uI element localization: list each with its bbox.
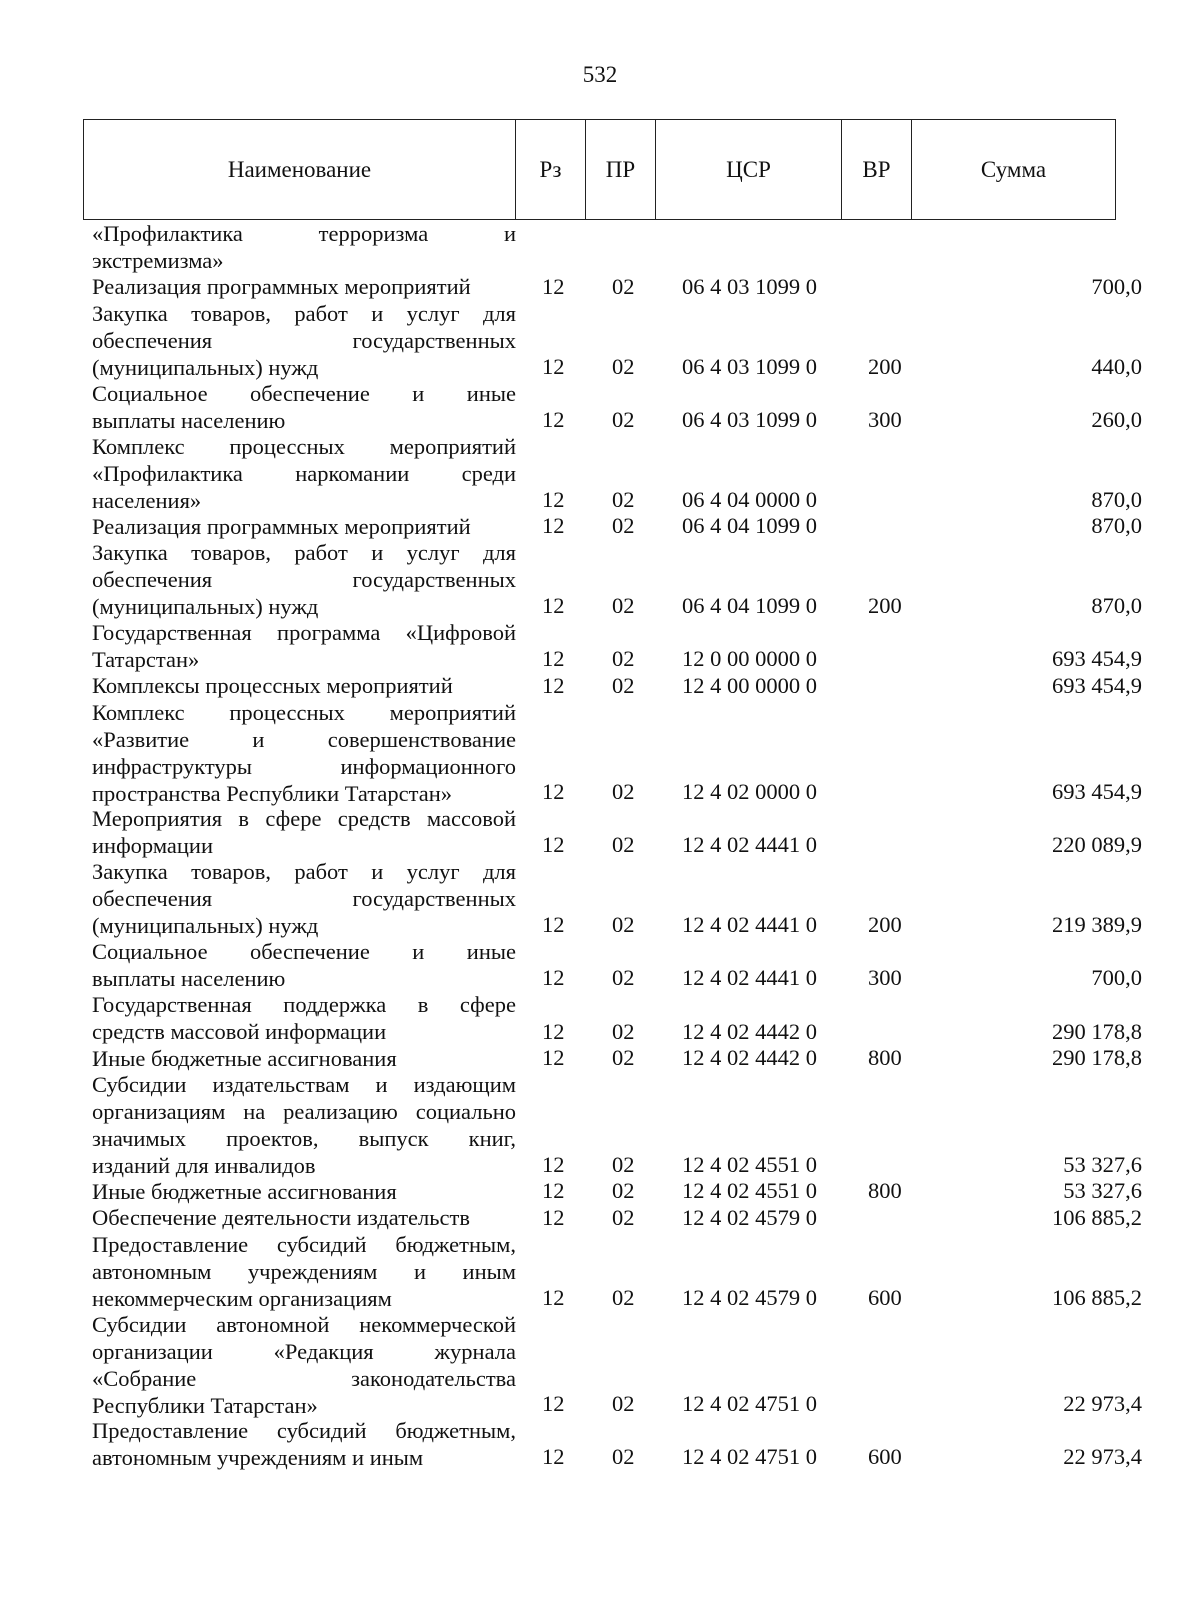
row-vr: 600 bbox=[868, 1284, 902, 1310]
row-csr: 12 4 02 4442 0 bbox=[682, 1045, 817, 1071]
table-row bbox=[0, 380, 1200, 433]
row-rz: 12 bbox=[542, 592, 565, 618]
row-name-line: обеспечения государственных bbox=[92, 327, 516, 353]
row-name-line: (муниципальных) нужд bbox=[92, 354, 319, 380]
row-rz: 12 bbox=[542, 832, 565, 858]
row-name bbox=[92, 1417, 516, 1471]
row-pr: 02 bbox=[612, 646, 635, 672]
row-name bbox=[92, 300, 516, 381]
row-name bbox=[92, 672, 516, 699]
row-sum: 106 885,2 bbox=[1052, 1284, 1142, 1310]
table-row bbox=[0, 1417, 1200, 1470]
row-csr: 06 4 04 0000 0 bbox=[682, 486, 817, 512]
row-name-line: «Собрание законодательства bbox=[92, 1365, 516, 1391]
row-rz: 12 bbox=[542, 1390, 565, 1416]
row-sum: 53 327,6 bbox=[1063, 1151, 1142, 1177]
row-pr: 02 bbox=[612, 1018, 635, 1044]
row-sum: 440,0 bbox=[1091, 353, 1142, 379]
row-name-line: выплаты населению bbox=[92, 407, 286, 433]
table-row bbox=[0, 513, 1200, 540]
row-name-line: «Развитие и совершенствование bbox=[92, 726, 516, 752]
row-name-line: автономным учреждениям и иным bbox=[92, 1258, 516, 1284]
row-sum: 220 089,9 bbox=[1052, 832, 1142, 858]
row-name-line: Субсидии автономной некоммерческой bbox=[92, 1311, 516, 1337]
table-row bbox=[0, 858, 1200, 938]
row-name-line: информации bbox=[92, 833, 214, 859]
row-name-line: Реализация программных мероприятий bbox=[92, 274, 471, 300]
row-vr: 600 bbox=[868, 1444, 902, 1470]
row-rz: 12 bbox=[542, 513, 565, 539]
row-name-line: Иные бюджетные ассигнования bbox=[92, 1178, 397, 1204]
table-row bbox=[0, 1231, 1200, 1311]
row-sum: 22 973,4 bbox=[1063, 1444, 1142, 1470]
row-pr: 02 bbox=[612, 779, 635, 805]
row-name-line: организациям на реализацию социально bbox=[92, 1099, 516, 1125]
row-sum: 700,0 bbox=[1091, 965, 1142, 991]
row-pr: 02 bbox=[612, 1444, 635, 1470]
row-pr: 02 bbox=[612, 513, 635, 539]
row-sum: 290 178,8 bbox=[1052, 1045, 1142, 1071]
row-csr: 06 4 03 1099 0 bbox=[682, 273, 817, 299]
row-pr: 02 bbox=[612, 486, 635, 512]
row-rz: 12 bbox=[542, 1151, 565, 1177]
row-rz: 12 bbox=[542, 965, 565, 991]
row-name bbox=[92, 858, 516, 939]
row-name-line: организации «Редакция журнала bbox=[92, 1338, 516, 1364]
table-row bbox=[0, 619, 1200, 672]
row-sum: 22 973,4 bbox=[1063, 1390, 1142, 1416]
row-name-line: Комплексы процессных мероприятий bbox=[92, 673, 453, 699]
row-rz: 12 bbox=[542, 1204, 565, 1230]
row-name bbox=[92, 991, 516, 1045]
row-vr: 200 bbox=[868, 592, 902, 618]
row-pr: 02 bbox=[612, 273, 635, 299]
table-row bbox=[0, 220, 1200, 273]
row-pr: 02 bbox=[612, 406, 635, 432]
row-rz: 12 bbox=[542, 1444, 565, 1470]
row-name bbox=[92, 380, 516, 434]
header-sum: Сумма bbox=[912, 120, 1116, 220]
row-name-line: пространства Республики Татарстан» bbox=[92, 780, 453, 806]
row-sum: 870,0 bbox=[1091, 513, 1142, 539]
row-name bbox=[92, 1071, 516, 1179]
row-vr: 200 bbox=[868, 912, 902, 938]
row-pr: 02 bbox=[612, 965, 635, 991]
table-row bbox=[0, 1045, 1200, 1072]
row-name-line: Татарстан» bbox=[92, 647, 200, 672]
row-name-line: Социальное обеспечение и иные bbox=[92, 380, 516, 406]
row-name-line: Комплекс процессных мероприятий bbox=[92, 699, 516, 725]
row-name-line: Субсидии издательствам и издающим bbox=[92, 1072, 516, 1098]
row-name-line: Иные бюджетные ассигнования bbox=[92, 1045, 397, 1071]
row-sum: 260,0 bbox=[1091, 406, 1142, 432]
row-sum: 693 454,9 bbox=[1052, 646, 1142, 672]
row-name bbox=[92, 433, 516, 514]
row-csr: 12 4 02 4442 0 bbox=[682, 1018, 817, 1044]
table-row bbox=[0, 672, 1200, 699]
row-name bbox=[92, 805, 516, 859]
row-pr: 02 bbox=[612, 832, 635, 858]
row-rz: 12 bbox=[542, 646, 565, 672]
row-name-line: Социальное обеспечение и иные bbox=[92, 939, 516, 965]
table-row bbox=[0, 539, 1200, 619]
table-row bbox=[0, 1204, 1200, 1231]
row-name bbox=[92, 220, 516, 274]
row-rz: 12 bbox=[542, 1045, 565, 1071]
table-row bbox=[0, 300, 1200, 380]
row-name-line: «Профилактика наркомании среди bbox=[92, 460, 516, 486]
row-csr: 12 4 02 4441 0 bbox=[682, 965, 817, 991]
header-name: Наименование bbox=[84, 120, 516, 220]
row-name-line: выплаты населению bbox=[92, 966, 286, 992]
row-name bbox=[92, 1231, 516, 1312]
row-name-line: автономным учреждениям и иным bbox=[92, 1445, 424, 1470]
table-row bbox=[0, 938, 1200, 991]
row-sum: 290 178,8 bbox=[1052, 1018, 1142, 1044]
row-rz: 12 bbox=[542, 672, 565, 698]
row-csr: 12 4 00 0000 0 bbox=[682, 672, 817, 698]
row-sum: 106 885,2 bbox=[1052, 1204, 1142, 1230]
row-name-line: некоммерческим организациям bbox=[92, 1285, 392, 1311]
row-name-line: Предоставление субсидий бюджетным, bbox=[92, 1231, 516, 1257]
row-name-line: Государственная программа «Цифровой bbox=[92, 620, 516, 645]
row-name bbox=[92, 1045, 516, 1072]
row-name-line: Закупка товаров, работ и услуг для bbox=[92, 859, 516, 885]
row-rz: 12 bbox=[542, 406, 565, 432]
row-name-line: населения» bbox=[92, 487, 202, 513]
table-row bbox=[0, 805, 1200, 858]
row-pr: 02 bbox=[612, 1178, 635, 1204]
row-sum: 693 454,9 bbox=[1052, 779, 1142, 805]
table-row bbox=[0, 273, 1200, 300]
row-csr: 06 4 04 1099 0 bbox=[682, 513, 817, 539]
row-pr: 02 bbox=[612, 353, 635, 379]
row-name-line: изданий для инвалидов bbox=[92, 1153, 316, 1179]
row-vr: 800 bbox=[868, 1178, 902, 1204]
row-vr: 200 bbox=[868, 353, 902, 379]
row-name-line: Обеспечение деятельности издательств bbox=[92, 1205, 470, 1231]
row-pr: 02 bbox=[612, 1204, 635, 1230]
row-name bbox=[92, 1204, 516, 1231]
row-name bbox=[92, 938, 516, 992]
row-name-line: «Профилактика терроризма и bbox=[92, 221, 516, 246]
table-row bbox=[0, 991, 1200, 1044]
row-csr: 12 4 02 4579 0 bbox=[682, 1204, 817, 1230]
row-sum: 700,0 bbox=[1091, 273, 1142, 299]
row-sum: 870,0 bbox=[1091, 592, 1142, 618]
row-rz: 12 bbox=[542, 1018, 565, 1044]
row-rz: 12 bbox=[542, 779, 565, 805]
table-row bbox=[0, 433, 1200, 513]
row-pr: 02 bbox=[612, 672, 635, 698]
row-csr: 12 4 02 4579 0 bbox=[682, 1284, 817, 1310]
header-pr: ПР bbox=[586, 120, 656, 220]
page-number: 532 bbox=[582, 62, 618, 87]
row-csr: 06 4 03 1099 0 bbox=[682, 353, 817, 379]
row-pr: 02 bbox=[612, 1045, 635, 1071]
row-name-line: Закупка товаров, работ и услуг для bbox=[92, 540, 516, 566]
table-row bbox=[0, 1178, 1200, 1205]
row-name bbox=[92, 699, 516, 807]
row-csr: 12 0 00 0000 0 bbox=[682, 646, 817, 672]
row-name-line: Закупка товаров, работ и услуг для bbox=[92, 300, 516, 326]
row-csr: 12 4 02 4551 0 bbox=[682, 1178, 817, 1204]
row-pr: 02 bbox=[612, 1151, 635, 1177]
row-name-line: инфраструктуры информационного bbox=[92, 753, 516, 779]
row-name bbox=[92, 513, 516, 540]
row-name-line: экстремизма» bbox=[92, 248, 224, 273]
row-sum: 53 327,6 bbox=[1063, 1178, 1142, 1204]
row-name-line: Предоставление субсидий бюджетным, bbox=[92, 1418, 516, 1443]
row-name-line: Мероприятия в сфере средств массовой bbox=[92, 806, 516, 832]
header-csr: ЦСР bbox=[656, 120, 842, 220]
row-pr: 02 bbox=[612, 912, 635, 938]
table-row bbox=[0, 699, 1200, 805]
row-pr: 02 bbox=[612, 1284, 635, 1310]
row-sum: 219 389,9 bbox=[1052, 912, 1142, 938]
row-csr: 12 4 02 4551 0 bbox=[682, 1151, 817, 1177]
row-name-line: обеспечения государственных bbox=[92, 567, 516, 593]
row-name-line: Государственная поддержка в сфере bbox=[92, 992, 516, 1018]
row-name-line: (муниципальных) нужд bbox=[92, 913, 319, 939]
row-name-line: Республики Татарстан» bbox=[92, 1392, 318, 1418]
row-csr: 06 4 03 1099 0 bbox=[682, 406, 817, 432]
header-vr: ВР bbox=[842, 120, 912, 220]
row-name-line: значимых проектов, выпуск книг, bbox=[92, 1126, 516, 1152]
row-name bbox=[92, 1178, 516, 1205]
row-csr: 12 4 02 0000 0 bbox=[682, 779, 817, 805]
row-sum: 693 454,9 bbox=[1052, 672, 1142, 698]
row-name-line: Реализация программных мероприятий bbox=[92, 513, 471, 539]
row-rz: 12 bbox=[542, 486, 565, 512]
row-rz: 12 bbox=[542, 912, 565, 938]
row-csr: 12 4 02 4441 0 bbox=[682, 912, 817, 938]
row-name bbox=[92, 1311, 516, 1419]
row-name bbox=[92, 619, 516, 673]
table-row bbox=[0, 1311, 1200, 1417]
header-rz: Рз bbox=[516, 120, 586, 220]
row-name-line: обеспечения государственных bbox=[92, 886, 516, 912]
row-csr: 12 4 02 4751 0 bbox=[682, 1390, 817, 1416]
table-row bbox=[0, 1071, 1200, 1177]
row-vr: 300 bbox=[868, 406, 902, 432]
row-name bbox=[92, 273, 516, 300]
row-rz: 12 bbox=[542, 1284, 565, 1310]
row-rz: 12 bbox=[542, 353, 565, 379]
row-vr: 300 bbox=[868, 965, 902, 991]
row-vr: 800 bbox=[868, 1045, 902, 1071]
row-name-line: Комплекс процессных мероприятий bbox=[92, 433, 516, 459]
row-name-line: (муниципальных) нужд bbox=[92, 594, 319, 620]
row-sum: 870,0 bbox=[1091, 486, 1142, 512]
row-pr: 02 bbox=[612, 1390, 635, 1416]
row-rz: 12 bbox=[542, 1178, 565, 1204]
row-csr: 12 4 02 4751 0 bbox=[682, 1444, 817, 1470]
row-rz: 12 bbox=[542, 273, 565, 299]
row-name-line: средств массовой информации bbox=[92, 1019, 387, 1045]
row-pr: 02 bbox=[612, 592, 635, 618]
row-csr: 06 4 04 1099 0 bbox=[682, 592, 817, 618]
row-name bbox=[92, 539, 516, 620]
row-csr: 12 4 02 4441 0 bbox=[682, 832, 817, 858]
